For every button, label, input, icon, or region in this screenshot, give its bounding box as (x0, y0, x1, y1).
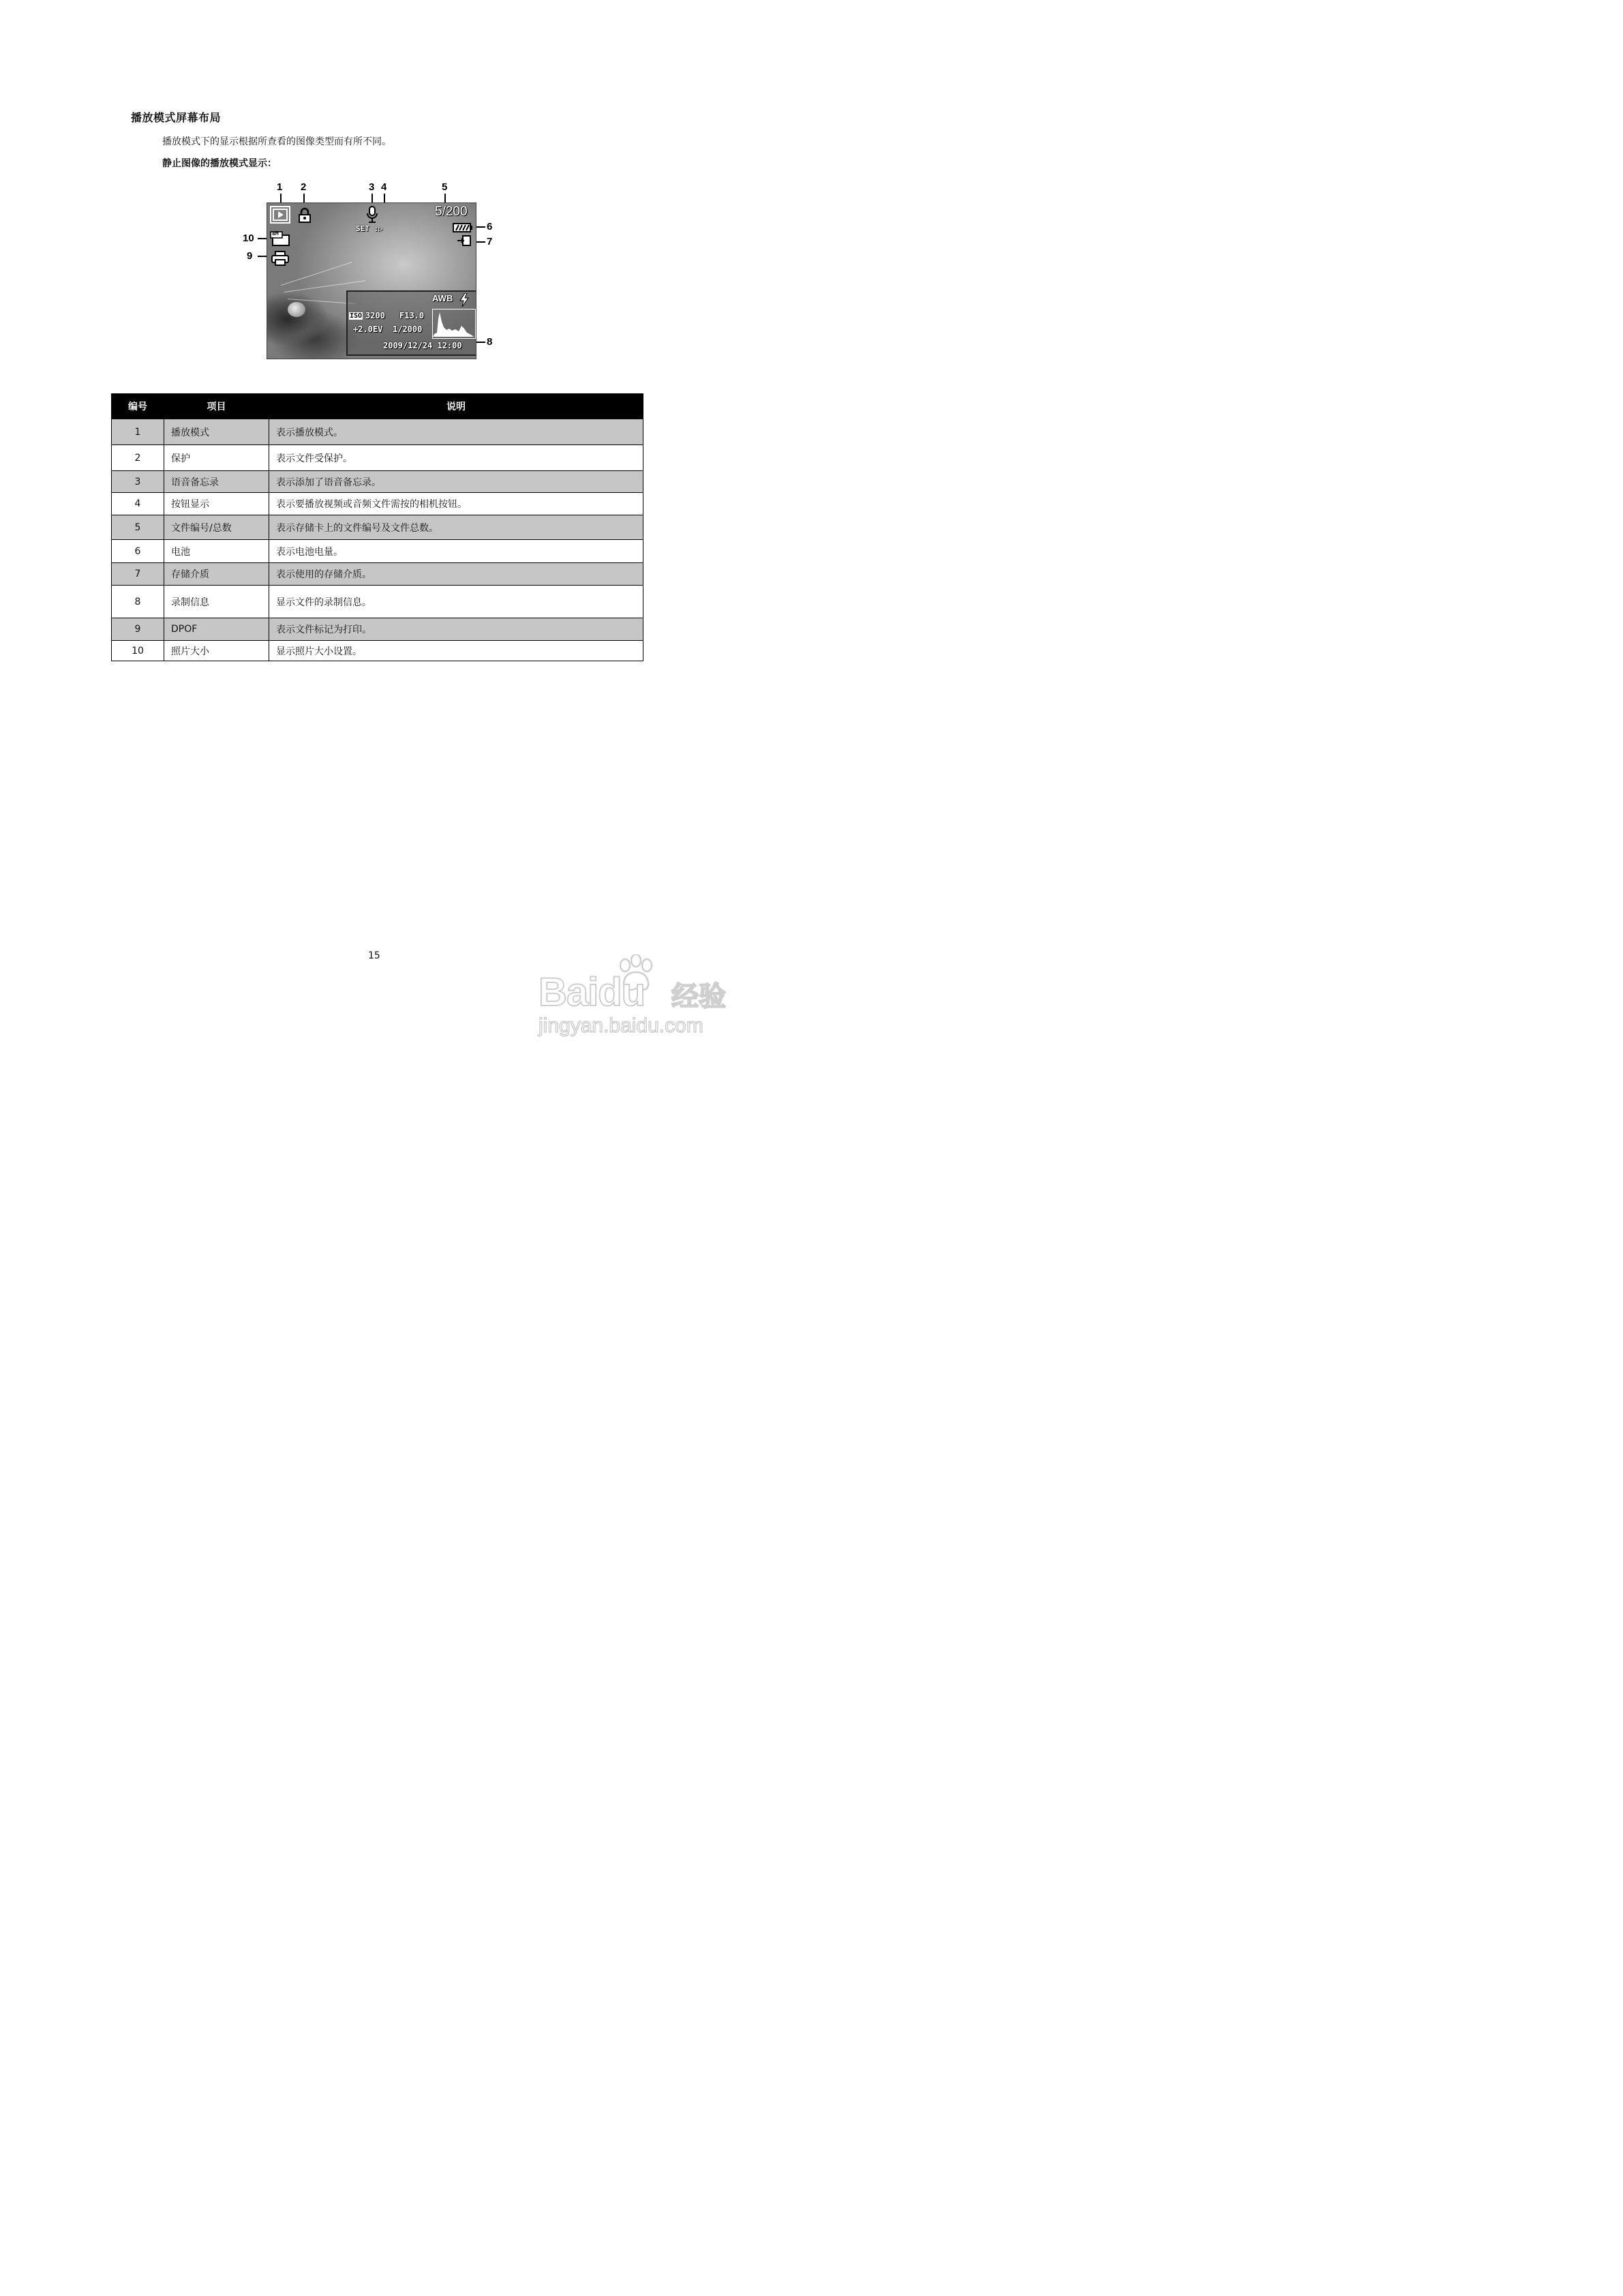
capture-datetime: 2009/12/24 12:00 (383, 341, 462, 350)
play-mode-icon (270, 206, 290, 224)
row-item: 保护 (164, 445, 269, 471)
row-description: 表示存储卡上的文件编号及文件总数。 (269, 515, 643, 540)
callout-10: 10 (243, 232, 254, 244)
aperture: F13.0 (399, 311, 425, 320)
table-header-row (112, 394, 643, 419)
table-row (112, 563, 643, 586)
row-item: 播放模式 (164, 419, 269, 445)
microphone-icon (366, 206, 378, 226)
table-row (112, 419, 643, 445)
baidu-jingyan-watermark (535, 954, 726, 1043)
white-balance: AWB (432, 293, 453, 303)
size-badge: 8M (272, 230, 279, 237)
table-row (112, 515, 643, 540)
row-number: 10 (112, 641, 164, 661)
row-number: 2 (112, 445, 164, 471)
printer-icon (271, 251, 289, 269)
table-row (112, 471, 643, 493)
page-number: 15 (368, 950, 380, 961)
watermark-logo-text: Baidu (539, 970, 646, 1014)
row-description: 表示要播放视频或音频文件需按的相机按钮。 (269, 493, 643, 515)
row-number: 3 (112, 471, 164, 493)
row-description: 表示电池电量。 (269, 540, 643, 563)
row-item: 按钮显示 (164, 493, 269, 515)
row-item: 文件编号/总数 (164, 515, 269, 540)
callout-5: 5 (442, 181, 448, 193)
row-number: 1 (112, 419, 164, 445)
row-item: DPOF (164, 618, 269, 641)
row-description: 表示播放模式。 (269, 419, 643, 445)
camera-lcd-photo (267, 202, 476, 359)
cat-whisker (281, 262, 352, 286)
row-description: 表示文件标记为打印。 (269, 618, 643, 641)
row-number: 5 (112, 515, 164, 540)
row-description: 表示使用的存储介质。 (269, 563, 643, 586)
row-number: 7 (112, 563, 164, 586)
memory-card-icon (457, 235, 472, 250)
callout-9: 9 (247, 250, 253, 262)
header-description: 说明 (269, 394, 643, 419)
callout-1: 1 (277, 181, 283, 193)
histogram (432, 309, 476, 339)
row-description: 显示文件的录制信息。 (269, 586, 643, 618)
callout-2: 2 (301, 181, 307, 193)
table-row (112, 641, 643, 661)
row-number: 9 (112, 618, 164, 641)
callout-6: 6 (487, 221, 493, 232)
callout-3: 3 (369, 181, 375, 193)
lock-icon (297, 207, 312, 226)
row-description: 表示文件受保护。 (269, 445, 643, 471)
watermark-url: jingyan.baidu.com (539, 1014, 703, 1037)
table-row (112, 445, 643, 471)
header-item: 项目 (164, 394, 269, 419)
table-row (112, 493, 643, 515)
iso-value: 3200 (365, 311, 385, 320)
battery-icon (453, 222, 473, 235)
row-item: 录制信息 (164, 586, 269, 618)
image-size-icon (270, 230, 290, 250)
exposure-compensation: +2.0EV (353, 324, 383, 334)
item-description-table (111, 393, 643, 661)
intro-text: 播放模式下的显示根据所查看的图像类型而有所不同。 (162, 136, 391, 147)
iso-label: ISO (350, 312, 363, 320)
row-number: 8 (112, 586, 164, 618)
row-item: 语音备忘录 (164, 471, 269, 493)
row-item: 照片大小 (164, 641, 269, 661)
callout-4: 4 (381, 181, 387, 193)
row-number: 6 (112, 540, 164, 563)
callout-8: 8 (487, 336, 493, 348)
subheading: 静止图像的播放模式显示： (162, 158, 277, 169)
file-counter: 5/200 (435, 205, 468, 219)
row-description: 表示添加了语音备忘录。 (269, 471, 643, 493)
flash-icon (459, 293, 469, 309)
row-number: 4 (112, 493, 164, 515)
table-row (112, 618, 643, 641)
table-row (112, 540, 643, 563)
table-row (112, 586, 643, 618)
watermark-logo-suffix: 经验 (671, 981, 726, 1012)
button-hint: SET :▷ (356, 224, 383, 233)
playback-screen-figure (239, 179, 511, 364)
recording-info-panel (346, 290, 476, 356)
row-item: 存储介质 (164, 563, 269, 586)
cat-nose (288, 302, 305, 317)
section-title: 播放模式屏幕布局 (131, 111, 222, 124)
row-description: 显示照片大小设置。 (269, 641, 643, 661)
shutter-speed: 1/2000 (393, 324, 423, 334)
header-number: 编号 (112, 394, 164, 419)
row-item: 电池 (164, 540, 269, 563)
callout-7: 7 (487, 236, 493, 247)
